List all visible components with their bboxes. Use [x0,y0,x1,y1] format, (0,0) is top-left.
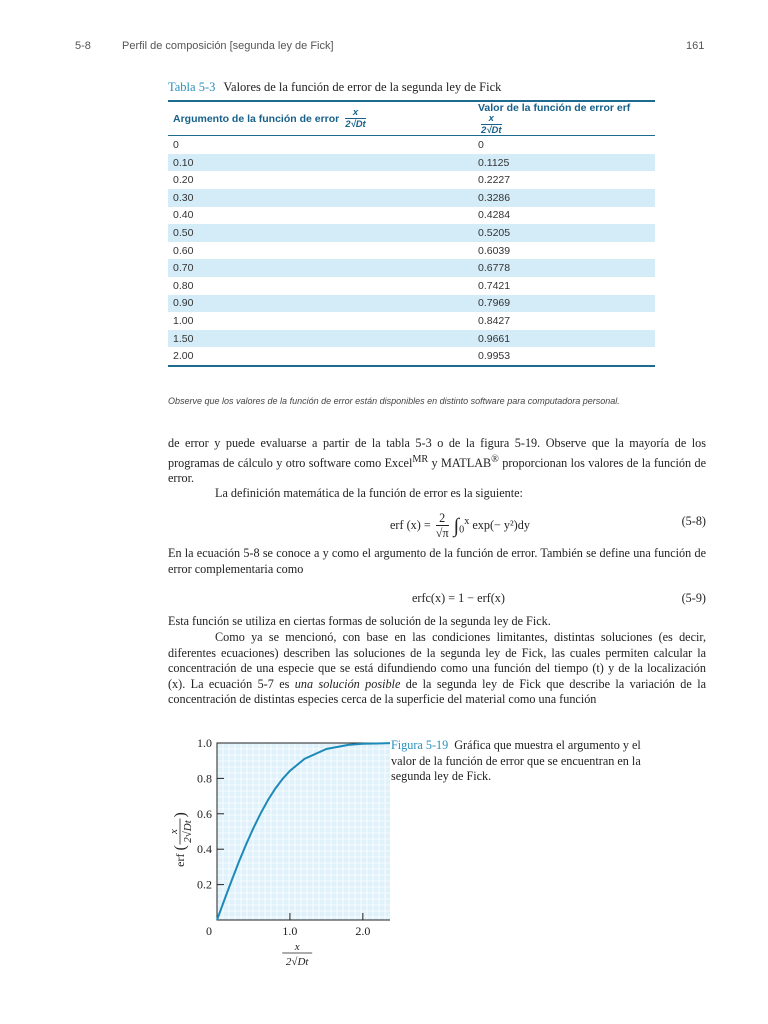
page-header [0,40,768,56]
col1-header-fraction [345,108,366,129]
table-row [168,242,655,260]
error-function-table [168,100,655,367]
value-cell: 0 [478,139,484,152]
frac-den: 2√Dt [345,118,366,130]
equation-5-8 [168,504,706,540]
paragraph-1 [168,436,706,487]
table-header-row [168,101,655,136]
table-caption [168,80,501,95]
figure-caption-text: Gráfica que muestra el argumento y el valor de la función de error que se encuentran en la segunda ley de Fick. [391,738,641,783]
value-cell: 0.5205 [478,226,511,239]
table-row [168,136,655,154]
value-cell: 0.7421 [478,279,511,292]
error-function-chart [160,728,390,978]
value-cell: 0.6039 [478,244,511,257]
table-row [168,224,655,242]
p1-text-b: y MATLAB [428,455,492,470]
p1-sup-mr: MR [412,453,429,465]
value-cell: 0.3286 [478,191,511,204]
page-number: 161 [686,40,705,52]
table-row [168,171,655,189]
argument-cell: 2.00 [173,350,194,363]
table-row [168,277,655,295]
value-cell: 0.2227 [478,174,511,187]
y-tick-label: 0.4 [197,842,212,857]
table-label: Tabla 5-3 [168,80,216,94]
value-cell: 0.1125 [478,156,510,169]
value-cell: 0.4284 [478,209,511,222]
y-tick-label: 1.0 [197,736,212,750]
argument-cell: 0.70 [173,262,194,275]
equation-5-9-number: (5-9) [681,591,706,605]
y-axis-label-prefix: erf [173,853,187,867]
x-tick-label: 1.0 [282,924,298,938]
p1-text-a: de error y puede evaluarse a partir de la tabla 5-3 o de la figura 5-19. Observe que la mayoría de los programas de cálculo y otro software como Excel [168,436,706,470]
col1-header [168,101,473,136]
argument-cell: 0.60 [173,244,194,257]
y-axis-label-den: 2√Dt [182,820,194,843]
argument-cell: 0.10 [173,156,194,169]
table-note: Observe que los valores de la función de error están disponibles en distinto software para computadora personal. [168,396,620,406]
frac-num: x [352,107,359,119]
eq1-upper-limit: x [464,516,470,528]
p5-text-a: Como ya se mencionó, con base en las condiciones limitantes, distintas soluciones (es decir, diferentes ecuaciones) describen las soluciones de la segunda ley de Fick, las cuales permiten calcular la concentración de una especie que se está difundiendo como una función del tiempo (t) y de la localización (x). La ecuación 5-7 es [168,630,706,691]
y-tick-label: 0.6 [197,806,212,821]
argument-cell: 0.30 [173,191,194,204]
argument-cell: 1.00 [173,314,194,327]
eq1-lhs: erf (x) = [390,518,431,533]
integral-sign: ∫ [453,514,460,537]
value-cell: 0.9661 [478,332,511,345]
p5-emphasis: una solución posible [294,676,401,691]
section-title: Perfil de composición [segunda ley de Fick] [122,40,334,52]
p1-text-c: proporcionan los valores de la función de error. [168,455,706,486]
equation-5-8-number: (5-8) [681,514,706,528]
eq1-lower-limit: 0 [459,524,465,536]
figure-label: Figura 5-19 [391,738,449,752]
argument-cell: 0.50 [173,226,194,239]
paragraph-3: En la ecuación 5-8 se conoce a y como el argumento de la función de error. También se define una función de error complementaria como [168,546,706,576]
value-cell: 0.9953 [478,350,511,363]
col2-header [473,101,655,136]
frac-den: 2√Dt [481,124,502,136]
value-cell: 0.7969 [478,297,511,310]
argument-cell: 0.80 [173,279,194,292]
y-axis-label-num: x [168,829,180,834]
argument-cell: 0.40 [173,209,194,222]
table-row [168,347,655,366]
table-row [168,312,655,330]
section-number: 5-8 [75,40,91,52]
plot-background [217,743,390,920]
table-row [168,154,655,172]
y-axis-label-paren-open: ( [172,845,189,851]
y-axis-label-paren-close: ) [172,812,189,818]
col2-header-text: Valor de la función de error erf [478,102,631,115]
y-axis-label [168,812,194,867]
paragraph-2: La definición matemática de la función de error es la siguiente: [215,486,523,500]
eq1-num: 2 [439,511,446,525]
p1-sup-reg: ® [491,453,499,465]
equation-5-9-expr: erfc(x) = 1 − erf(x) [412,591,505,605]
eq1-rhs: exp(− y²)dy [472,518,530,533]
figure-5-19 [160,728,390,978]
y-tick-label: 0.2 [197,877,212,892]
eq1-fraction [436,512,449,541]
col2-header-fraction [481,114,502,135]
value-cell: 0.8427 [478,314,511,327]
table-caption-text: Valores de la función de error de la segunda ley de Fick [223,80,502,94]
x-axis-label-num: x [294,941,300,953]
paragraph-4: Esta función se utiliza en ciertas formas de solución de la segunda ley de Fick. [168,614,551,628]
frac-num: x [488,113,494,125]
value-cell: 0.6778 [478,262,511,275]
y-tick-label: 0.8 [197,771,212,786]
argument-cell: 0 [173,139,179,152]
argument-cell: 0.20 [173,174,194,187]
p5-text-b: de la segunda ley de Fick que describe la variación de la concentración de distintas especies cerca de la superficie del material como una función [168,676,706,706]
table-row [168,207,655,225]
eq1-den: √π [435,526,449,541]
table-row [168,330,655,348]
figure-caption [391,738,661,785]
x-tick-label: 0 [206,924,212,938]
col1-header-text: Argumento de la función de error [173,112,340,125]
x-tick-label: 2.0 [355,924,371,938]
argument-cell: 0.90 [173,297,194,310]
table-row [168,259,655,277]
x-axis-label-den: 2√Dt [285,956,309,968]
table-row [168,189,655,207]
table-row [168,295,655,313]
paragraph-5 [168,630,706,708]
argument-cell: 1.50 [173,332,194,345]
equation-5-8-expr [390,512,530,541]
